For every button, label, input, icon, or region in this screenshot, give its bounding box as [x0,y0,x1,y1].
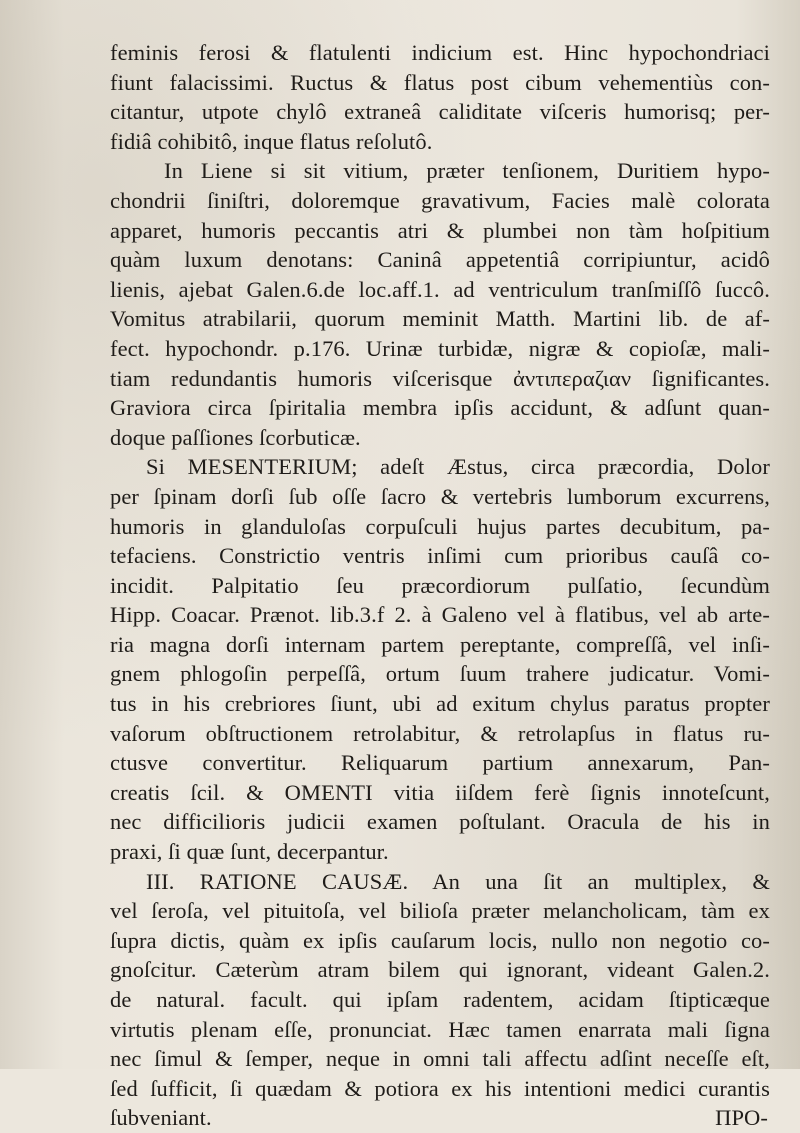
text-line-final [110,1103,770,1133]
text-line: ſed ſufficit, ſi quædam & potiora ex his intentioni medici curantis [110,1075,770,1101]
text-line: nec ſimul & ſemper, neque in omni tali affectu adſint neceſſe eſt, [110,1046,770,1072]
text-line: per ſpinam dorſi ſub oſſe ſacro & vertebris lumborum excurrens, [110,483,770,509]
text-line: gnem phlogoſin perpeſſâ, ortum ſuum trahere judicatur. Vomi- [110,661,770,687]
text-line: lienis, ajebat Galen.6.de loc.aff.1. ad ventriculum tranſmiſſô ſuccô. [110,276,770,302]
text-line: citantur, utpote chylô extraneâ caliditate viſceris humorisq; per- [110,99,770,125]
text-line: Si MESENTERIUM; adeſt Æstus, circa præcordia, Dolor [146,454,770,480]
text-line: apparet, humoris peccantis atri & plumbei non tàm hoſpitium [110,217,770,243]
text-line: feminis ferosi & flatulenti indicium est. Hinc hypochondriaci [110,40,770,65]
text-line: Vomitus atrabilarii, quorum meminit Matth. Martini lib. de af- [110,306,770,332]
text-line: fect. hypochondr. p.176. Urinæ turbidæ, nigræ & copioſæ, mali- [110,335,770,361]
text-line: praxi, ſi quæ ſunt, decerpantur. [110,839,389,865]
text-line: gnoſcitur. Cæterùm atram bilem qui ignorant, videant Galen.2. [110,957,770,983]
text-line: quàm luxum denotans: Caninâ appetentiâ corripiuntur, acidô [110,247,770,273]
text-line: ria magna dorſi internam partem pereptante, compreſſâ, vel inſi- [110,631,770,657]
text-line: vel ſeroſa, vel pituitoſa, vel bilioſa præter melancholicam, tàm ex [110,898,770,924]
text-line: tus in his crebriores ſiunt, ubi ad exitum chylus paratus propter [110,691,770,717]
text-line: doque paſſiones ſcorbuticæ. [110,424,361,450]
text-line: nec difficilioris judicii examen poſtulant. Oracula de his in [110,809,770,835]
text-line: de natural. facult. qui ipſam radentem, acidam ſtipticæque [110,987,770,1012]
text-line: fidiâ cohibitô, inque flatus reſolutô. [110,128,433,154]
text-line: In Liene si sit vitium, præter tenſionem, Duritiem hypo- [164,158,770,184]
text-line: tefaciens. Constrictio ventris inſimi cum prioribus cauſâ co- [110,543,770,569]
text-line: III. RATIONE CAUSÆ. An una ſit an multiplex, & [146,868,770,894]
text-line: Hipp. Coacar. Prænot. lib.3.f 2. à Galeno vel à flatibus, vel ab arte- [110,602,770,628]
text-line: ctusve convertitur. Reliquarum partium annexarum, Pan- [110,750,770,776]
text-line: virtutis plenam eſſe, pronunciat. Hæc tamen enarrata mali ſigna [110,1016,770,1042]
catchword: ΠΡΟ- [715,1105,768,1131]
text-line: chondrii ſiniſtri, doloremque gravativum, Facies malè colorata [110,187,770,213]
body-text [110,38,770,1133]
text-line: fiunt falacissimi. Ructus & flatus post cibum vehementiùs con- [110,69,770,95]
text-line: vaſorum obſtructionem retrolabitur, & retrolapſus in flatus ru- [110,720,770,746]
text-line: creatis ſcil. & OMENTI vitia iiſdem ferè ſignis innoteſcunt, [110,779,770,805]
text-line: tiam redundantis humoris viſcerisque ἀντιπεραζιαν ſignificantes. [110,365,770,391]
final-line-text: ſubveniant. [110,1105,212,1131]
text-line: humoris in glanduloſas corpuſculi hujus partes decubitum, pa- [110,513,770,539]
text-line: incidit. Palpitatio ſeu præcordiorum pulſatio, ſecundùm [110,572,770,598]
text-line: Graviora circa ſpiritalia membra ipſis accidunt, & adſunt quan- [110,395,770,421]
text-line: ſupra dictis, quàm ex ipſis cauſarum locis, nullo non negotio co- [110,927,770,953]
